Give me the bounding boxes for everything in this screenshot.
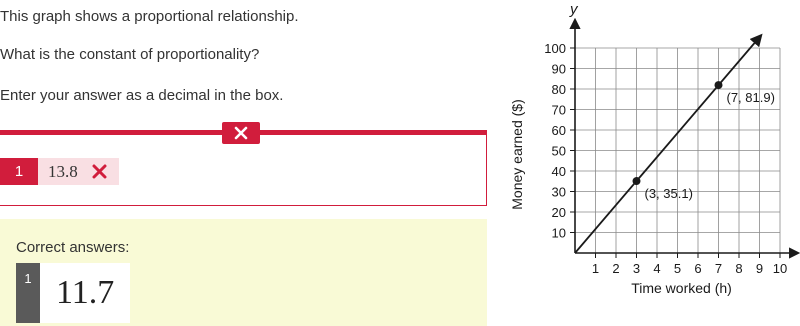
x-tick-label: 2: [612, 261, 620, 276]
x-tick-label: 3: [632, 261, 641, 276]
tick-labels: [544, 41, 787, 276]
question-instruction: Enter your answer as a decimal in the box.: [0, 87, 284, 104]
x-tick-label: 4: [653, 261, 661, 276]
x-tick-label: 5: [673, 261, 682, 276]
answer-value: 13.8: [48, 161, 78, 181]
proportional-graph: [505, 0, 800, 326]
y-tick-label: 70: [551, 102, 566, 118]
x-tick-label: 8: [735, 261, 743, 276]
correct-answer-value: 11.7: [40, 263, 130, 323]
x-tick-label: 1: [591, 261, 600, 276]
y-tick-label: 90: [551, 61, 566, 77]
y-tick-label: 100: [544, 41, 566, 56]
answer-value-box[interactable]: [38, 158, 119, 185]
y-tick-label: 50: [551, 143, 566, 159]
correct-answer: [16, 263, 130, 323]
x-axis-label: Time worked (h): [631, 280, 732, 296]
answer-field[interactable]: [0, 158, 119, 185]
incorrect-badge: [222, 122, 260, 144]
grid: [575, 48, 780, 253]
y-axis-name: y: [570, 1, 578, 18]
x-tick-label: 10: [772, 261, 788, 276]
y-tick-label: 60: [551, 123, 566, 138]
y-axis-label: Money earned ($): [509, 99, 525, 210]
data-point: [633, 177, 641, 185]
correct-answers-title: Correct answers:: [16, 239, 130, 256]
x-tick-label: 9: [755, 261, 764, 276]
x-tick-label: 6: [694, 261, 702, 276]
answer-index: 1: [0, 158, 38, 185]
x-icon: [92, 164, 107, 179]
question-statement: This graph shows a proportional relationship.: [0, 8, 299, 25]
correct-answer-index: 1: [16, 263, 40, 323]
data-point-label: (7, 81.9): [726, 90, 775, 106]
y-tick-label: 20: [551, 205, 566, 220]
axes: [575, 20, 798, 253]
y-tick-label: 10: [551, 225, 566, 241]
question-prompt: What is the constant of proportionality?: [0, 46, 260, 63]
y-tick-label: 40: [551, 164, 566, 179]
x-tick-label: 7: [714, 261, 723, 276]
data-point-label: (3, 35.1): [644, 186, 693, 202]
y-tick-label: 30: [551, 184, 566, 200]
close-icon: [234, 126, 248, 140]
data-point: [715, 81, 723, 89]
y-tick-label: 80: [551, 82, 566, 97]
